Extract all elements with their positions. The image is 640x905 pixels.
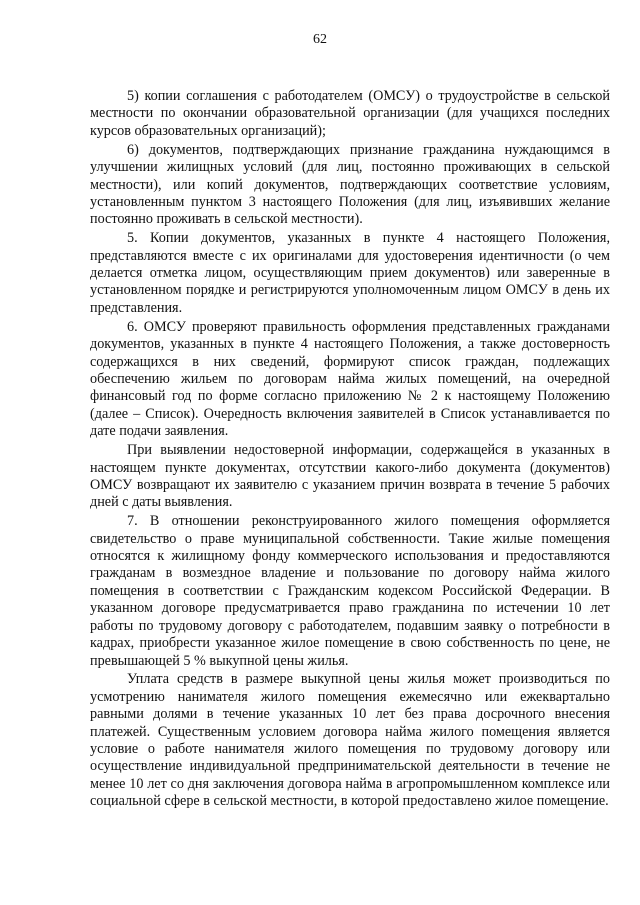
paragraph-clause-6: 6. ОМСУ проверяют правильность оформления представленных гражданами документов, указанных в пункте 4 настоящего Положения, а также достоверность содержащихся в них сведений, формируют список граждан, подлежащих обеспечению жильем по договорам найма жилых помещений, на очередной финансовый год по форме согласно приложению № 2 к настоящему Положению (далее – Список). Очередность включения заявителей в Список устанавливается по дате подачи заявления. xyxy=(90,318,610,440)
paragraph-item-5: 5) копии соглашения с работодателем (ОМСУ) о трудоустройстве в сельской местности по окончании образовательной организации (для учащихся последних курсов образовательных организаций); xyxy=(90,88,610,139)
paragraph-clause-7: 7. В отношении реконструированного жилого помещения оформляется свидетельство о праве муниципальной собственности. Такие жилые помещения относятся к жилищному фонду коммерческого использования и предоставляются гражданам в возмездное владение и пользование по договору найма жилого помещения в соответствии с Гражданским кодексом Российской Федерации. В указанном договоре предусматривается право гражданина по истечении 10 лет работы по трудовому договору с работодателем, подавшим заявку о потребности в кадрах, приобрести указанное жилое помещение в свою собственность по цене, не превышающей 5 % выкупной цены жилья. xyxy=(90,513,610,669)
paragraph-clause-7-payment: Уплата средств в размере выкупной цены жилья может производиться по усмотрению нанимателя жилого помещения ежемесячно или ежеквартально равными долями в течение указанных 10 лет без права досрочного внесения платежей. Существенным условием договора найма жилого помещения является условие о работе нанимателя жилого помещения по трудовому договору или осуществление индивидуальной предпринимательской деятельности в течение не менее 10 лет со дня заключения договора найма в агропромышленном комплексе или социальной сфере в сельской местности, в которой предоставлено жилое помещение. xyxy=(90,671,610,810)
paragraph-item-6: 6) документов, подтверждающих признание гражданина нуждающимся в улучшении жилищных условий (для лиц, постоянно проживающих в сельской местности), или копий документов, подтверждающих соответствие условиям, установленным пунктом 3 настоящего Положения (для лиц, изъявивших желание постоянно проживать в сельской местности). xyxy=(90,141,610,228)
page-number: 62 xyxy=(313,32,327,47)
paragraph-clause-6-invalid-info: При выявлении недостоверной информации, содержащейся в указанных в настоящем пункте документах, отсутствии какого-либо документа (документов) ОМСУ возвращают их заявителю с указанием причин возврата в течение 5 рабочих дней с даты выявления. xyxy=(90,442,610,511)
document-body xyxy=(90,88,610,812)
paragraph-clause-5: 5. Копии документов, указанных в пункте 4 настоящего Положения, представляются вместе с их оригиналами для удостоверения идентичности (о чем делается отметка лицом, осуществляющим прием документов) или заверенные в установленном порядке и регистрируются уполномоченным лицом ОМСУ в день их представления. xyxy=(90,230,610,316)
